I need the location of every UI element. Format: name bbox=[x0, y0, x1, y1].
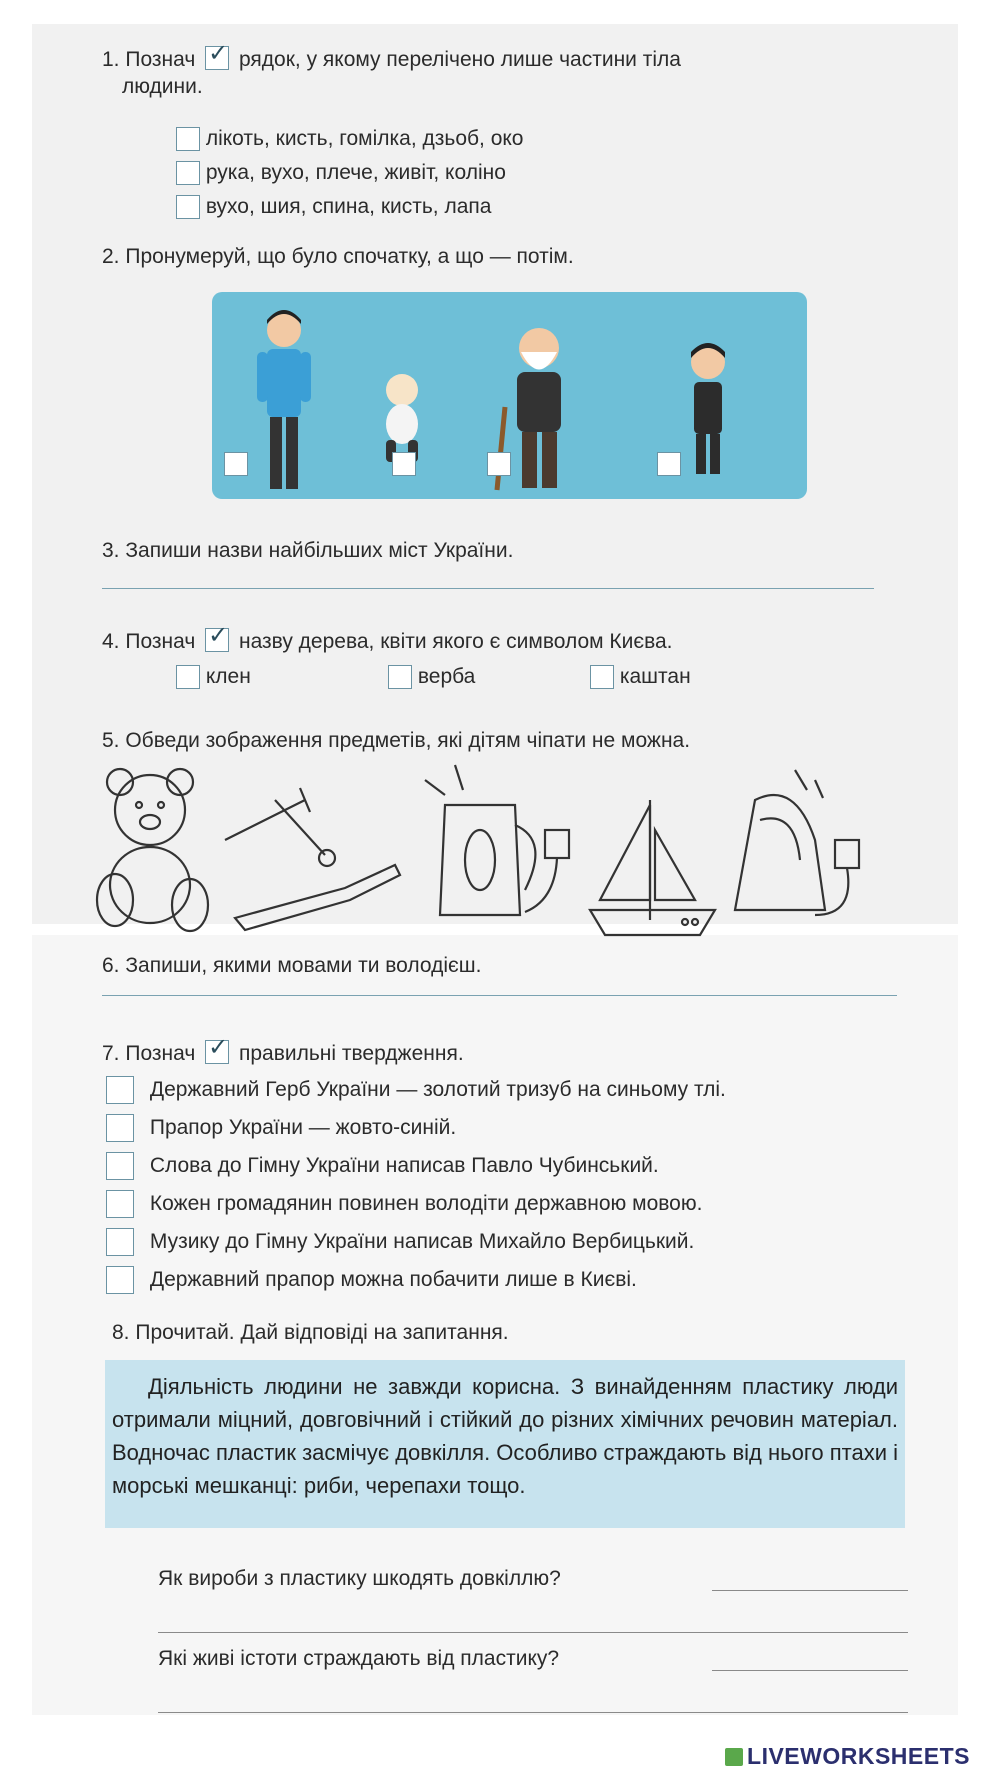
task1-option-label: лікоть, кисть, гомілка, дзьоб, око bbox=[205, 127, 524, 150]
task8-question: 8. Прочитай. Дай відповіді на запитання. bbox=[112, 1321, 509, 1344]
task3-question: 3. Запиши назви найбільших міст України. bbox=[102, 539, 514, 562]
task8-answer-1-line-a[interactable] bbox=[712, 1590, 908, 1591]
task7-prefix: 7. Познач bbox=[102, 1042, 196, 1065]
task1-text: рядок, у якому перелічено лише частини тіла bbox=[238, 48, 681, 71]
liveworksheets-icon bbox=[725, 1748, 743, 1766]
task1-option-1 bbox=[176, 126, 524, 152]
task1-question bbox=[102, 40, 681, 73]
task7-checkbox-3[interactable] bbox=[106, 1152, 134, 1180]
task7-statement-2 bbox=[106, 1114, 456, 1142]
task7-statement-3 bbox=[106, 1152, 659, 1180]
task4-option-label: каштан bbox=[619, 665, 691, 688]
task4-text: назву дерева, квіти якого є символом Києва. bbox=[238, 630, 673, 653]
boy-figure bbox=[691, 343, 725, 474]
task1-question-line2: людини. bbox=[122, 75, 203, 98]
stage-number-box-1[interactable] bbox=[224, 452, 248, 476]
task1-option-2 bbox=[176, 160, 506, 186]
task7-statement-text: Державний прапор можна побачити лише в Києві. bbox=[149, 1267, 637, 1291]
task7-statement-text: Музику до Гімну України написав Михайло Вербицький. bbox=[149, 1229, 695, 1253]
task4-option-3 bbox=[590, 664, 691, 690]
task1-option-label: вухо, шия, спина, кисть, лапа bbox=[205, 195, 492, 218]
task7-statement-text: Прапор України — жовто-синій. bbox=[149, 1115, 457, 1139]
kettle-icon bbox=[425, 765, 569, 915]
task7-statement-6 bbox=[106, 1266, 637, 1294]
task8-question-2: Які живі істоти страждають від пластику? bbox=[158, 1647, 560, 1670]
task4-checkbox-3[interactable] bbox=[590, 665, 614, 689]
task7-statement-1 bbox=[106, 1076, 726, 1104]
stage-number-box-4[interactable] bbox=[657, 452, 681, 476]
task4-checkbox-1[interactable] bbox=[176, 665, 200, 689]
task1-option-3 bbox=[176, 194, 491, 220]
stage-number-box-3[interactable] bbox=[487, 452, 511, 476]
task8-answer-2-line-a[interactable] bbox=[712, 1670, 908, 1671]
task7-checkbox-2[interactable] bbox=[106, 1114, 134, 1142]
reading-text: Діяльність людини не завжди корисна. З винайденням пластику люди отримали міцний, довговічний і стійкий до різних хімічних речовин матеріал. Водночас пластик засмічує довкілля. Особливо страждають від нього птахи і морські мешканці: риби, черепахи тощо. bbox=[112, 1374, 898, 1498]
task4-prefix: 4. Познач bbox=[102, 630, 196, 653]
task2-question: 2. Пронумеруй, що було спочатку, а що — потім. bbox=[102, 245, 574, 268]
task8-question-1: Як вироби з пластику шкодять довкіллю? bbox=[158, 1567, 561, 1590]
teddy-bear-icon bbox=[97, 769, 208, 931]
task7-question bbox=[102, 1034, 464, 1067]
task5-question: 5. Обведи зображення предметів, які дітям чіпати не можна. bbox=[102, 729, 691, 752]
task1-checkbox-1[interactable] bbox=[176, 127, 200, 151]
man-figure bbox=[257, 310, 311, 489]
task6-question: 6. Запиши, якими мовами ти володієш. bbox=[102, 954, 482, 977]
knife-icon bbox=[235, 865, 400, 930]
task4-option-label: верба bbox=[417, 665, 476, 688]
task7-statement-text: Державний Герб України — золотий тризуб на синьому тлі. bbox=[149, 1077, 726, 1101]
check-symbol bbox=[205, 1034, 229, 1064]
check-symbol bbox=[205, 622, 229, 652]
task8-answer-1-line-b[interactable] bbox=[158, 1632, 908, 1633]
task7-statement-4 bbox=[106, 1190, 702, 1218]
check-icon: ✓ bbox=[208, 40, 229, 67]
task7-checkbox-5[interactable] bbox=[106, 1228, 134, 1256]
iron-icon bbox=[735, 770, 859, 915]
task8-answer-2-line-b[interactable] bbox=[158, 1712, 908, 1713]
task6-answer-line[interactable] bbox=[102, 995, 897, 996]
check-symbol bbox=[205, 40, 229, 70]
task1-checkbox-3[interactable] bbox=[176, 195, 200, 219]
task4-option-1 bbox=[176, 664, 251, 690]
task4-option-2 bbox=[388, 664, 475, 690]
task1-prefix: 1. Познач bbox=[102, 48, 196, 71]
task4-checkbox-2[interactable] bbox=[388, 665, 412, 689]
task7-text: правильні твердження. bbox=[238, 1042, 464, 1065]
stage-number-box-2[interactable] bbox=[392, 452, 416, 476]
sailboat-icon bbox=[590, 800, 715, 935]
task7-statement-text: Кожен громадянин повинен володіти державною мовою. bbox=[149, 1191, 703, 1215]
check-icon: ✓ bbox=[208, 622, 229, 649]
task1-checkbox-2[interactable] bbox=[176, 161, 200, 185]
footer-text: LIVEWORKSHEETS bbox=[747, 1743, 970, 1769]
task7-checkbox-6[interactable] bbox=[106, 1266, 134, 1294]
task7-statement-5 bbox=[106, 1228, 694, 1256]
task7-statement-text: Слова до Гімну України написав Павло Чубинський. bbox=[149, 1153, 659, 1177]
baby-figure bbox=[386, 374, 418, 462]
nails-icon bbox=[225, 788, 335, 866]
check-icon: ✓ bbox=[208, 1034, 229, 1061]
task1-option-label: рука, вухо, плече, живіт, коліно bbox=[205, 161, 506, 184]
task4-option-label: клен bbox=[205, 665, 251, 688]
objects-illustration bbox=[95, 760, 915, 945]
task7-checkbox-4[interactable] bbox=[106, 1190, 134, 1218]
task3-answer-line[interactable] bbox=[102, 588, 874, 589]
task7-checkbox-1[interactable] bbox=[106, 1076, 134, 1104]
task4-question bbox=[102, 622, 673, 655]
life-stages-panel bbox=[212, 292, 807, 499]
liveworksheets-logo bbox=[725, 1743, 970, 1770]
